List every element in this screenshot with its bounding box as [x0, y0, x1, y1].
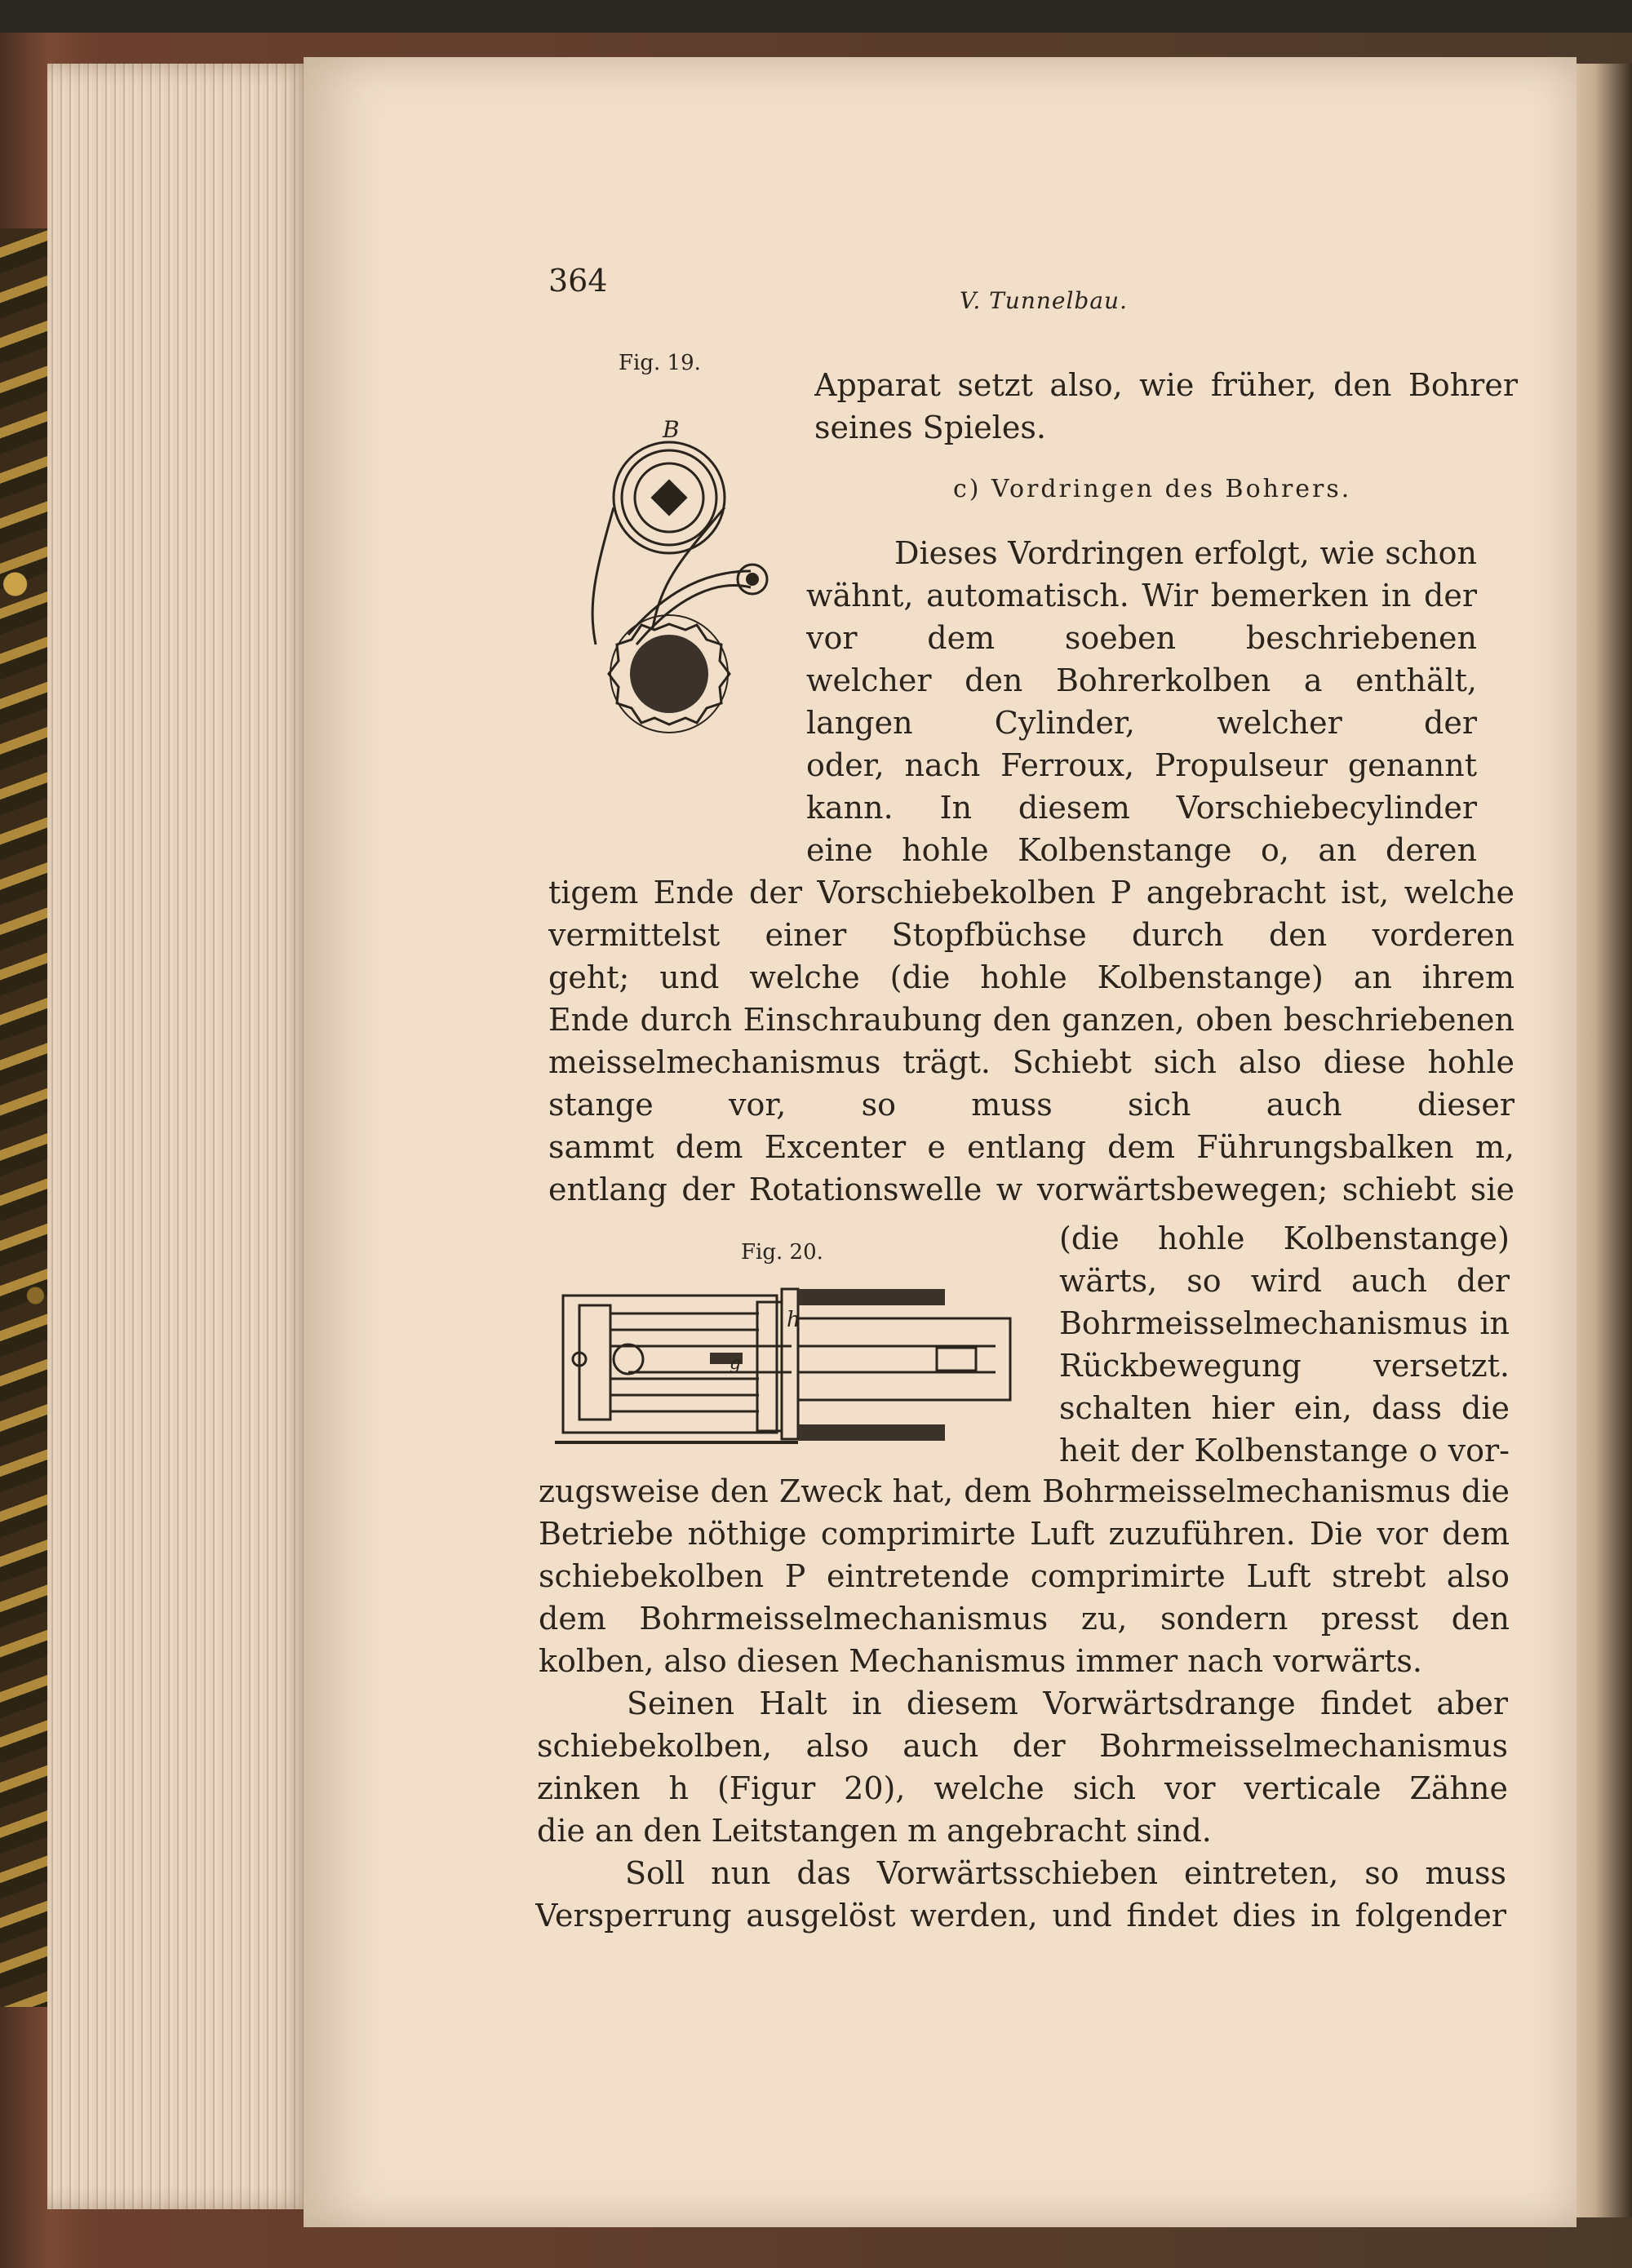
text-line: vermittelst einer Stopfbüchse durch den vorderen: [548, 917, 1514, 953]
text-line: Rückbewegung versetzt.: [1059, 1348, 1510, 1384]
page-stack-edge: [47, 64, 317, 2209]
fig19-caption: Fig. 19.: [619, 351, 701, 375]
text-line: seines Spieles.: [814, 410, 1046, 445]
text-line: (die hohle Kolbenstange): [1059, 1220, 1510, 1256]
text-line: dem Bohrmeisselmechanismus zu, sondern presst den: [539, 1601, 1510, 1637]
text-line: tigem Ende der Vorschiebekolben P angebracht ist, welche: [548, 875, 1514, 910]
text-line: heit der Kolbenstange o vor-: [1059, 1433, 1510, 1468]
text-line: zinken h (Figur 20), welche sich vor verticale Zähne: [537, 1770, 1508, 1806]
marbled-edge: [0, 228, 51, 2007]
text-line: Apparat setzt also, wie früher, den Bohrer: [814, 367, 1518, 403]
text-line: eine hohle Kolbenstange o, an deren: [806, 832, 1477, 868]
fig19-letter-b: B: [663, 416, 680, 443]
text-line: entlang der Rotationswelle w vorwärtsbewegen; schiebt sie: [548, 1172, 1514, 1207]
paragraph-kolbenstange: [548, 871, 1514, 1211]
text-line: Soll nun das Vorwärtsschieben eintreten, so muss: [625, 1855, 1506, 1891]
text-line: schiebekolben, also auch der Bohrmeisselmechanismus: [537, 1728, 1508, 1764]
running-title: V. Tunnelbau.: [960, 287, 1128, 314]
text-line: Seinen Halt in diesem Vorwärtsdrange findet aber: [627, 1685, 1508, 1721]
text-line: schalten hier ein, dass die: [1059, 1390, 1510, 1426]
fig19-ratchet-illustration: [563, 441, 792, 800]
text-line: die an den Leitstangen m angebracht sind.: [537, 1813, 1212, 1849]
text-line: oder, nach Ferroux, Propulseur genannt: [806, 747, 1477, 783]
fig20-caption: Fig. 20.: [741, 1240, 823, 1265]
text-line: Dieses Vordringen erfolgt, wie schon: [894, 535, 1477, 571]
right-page-edge: [1571, 64, 1632, 2217]
text-line: stange vor, so muss sich auch dieser: [548, 1087, 1514, 1123]
paragraph-halt: [537, 1682, 1508, 1852]
paragraph-vordringen: [806, 532, 1477, 871]
fig20-letter-h: h: [787, 1308, 800, 1332]
paragraph-vorwaertsschieben: [535, 1852, 1506, 1937]
page-number: 364: [548, 263, 608, 299]
paragraph-intro: [814, 364, 1518, 449]
text-line: wärts, so wird auch der: [1059, 1263, 1510, 1299]
fig20-letter-g: g: [730, 1353, 742, 1374]
fig19-ratchet-wheel: [609, 615, 730, 733]
text-line: meisselmechanismus trägt. Schiebt sich also diese hohle: [548, 1044, 1514, 1080]
text-line: Bohrmeisselmechanismus in: [1059, 1305, 1510, 1341]
text-line: Versperrung ausgelöst werden, und findet dies in folgender: [535, 1898, 1506, 1934]
text-line: Betriebe nöthige comprimirte Luft zuzuführen. Die vor dem: [539, 1516, 1510, 1552]
text-line: wähnt, automatisch. Wir bemerken in der: [806, 578, 1477, 614]
text-line: Ende durch Einschraubung den ganzen, oben beschriebenen: [548, 1002, 1514, 1038]
fig20-mechanism-illustration: [555, 1281, 1028, 1452]
text-line: vor dem soeben beschriebenen: [806, 620, 1477, 656]
text-line: langen Cylinder, welcher der: [806, 705, 1477, 741]
text-line: welcher den Bohrerkolben a enthält,: [806, 662, 1477, 698]
text-line: zugsweise den Zweck hat, dem Bohrmeisselmechanismus die: [539, 1473, 1510, 1509]
text-line: kann. In diesem Vorschiebecylinder: [806, 790, 1477, 826]
text-line: schiebekolben P eintretende comprimirte Luft strebt also: [539, 1558, 1510, 1594]
text-line: geht; und welche (die hohle Kolbenstange) an ihrem: [548, 959, 1514, 995]
text-line: sammt dem Excenter e entlang dem Führungsbalken m,: [548, 1129, 1514, 1165]
section-subheading: c) Vordringen des Bohrers.: [953, 475, 1352, 503]
paragraph-beside-fig20: [1059, 1217, 1510, 1472]
text-line: kolben, also diesen Mechanismus immer nach vorwärts.: [539, 1643, 1422, 1679]
paragraph-comprimirte-luft: [539, 1470, 1510, 1682]
